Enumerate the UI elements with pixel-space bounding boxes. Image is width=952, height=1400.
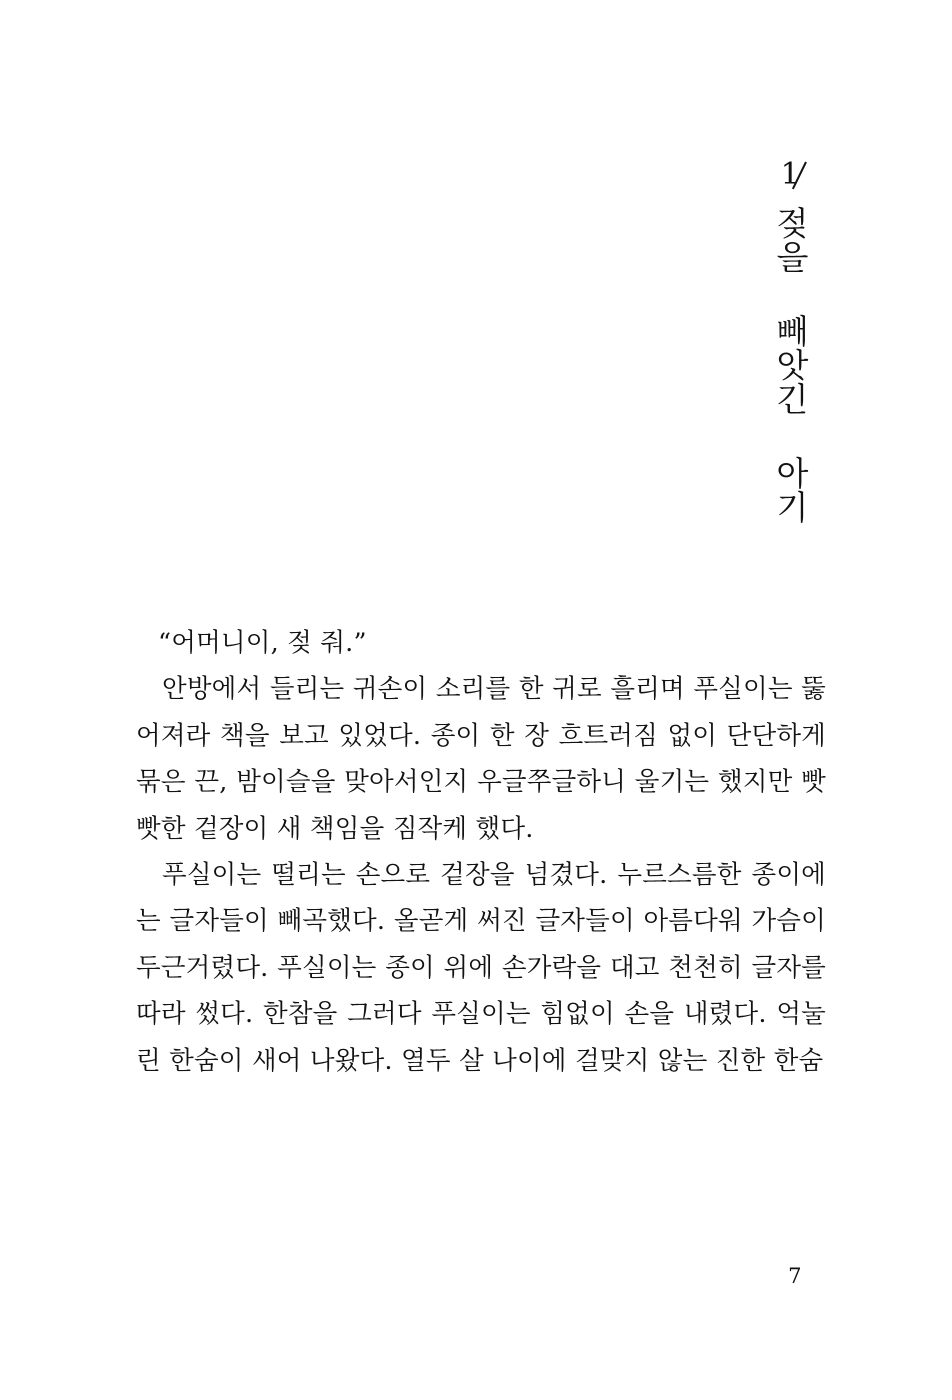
paragraph-dialogue: “어머니이, 젖 줘.” — [158, 628, 367, 658]
chapter-title: 젖을 빼앗긴 아기 — [771, 206, 810, 524]
paragraph: 푸실이는 떨리는 손으로 겉장을 넘겼다. 누르스름한 종이에는 글자들이 빼곡했다. 올곧게 써진 글자들이 아름다워 가슴이 두근거렸다. 푸실이는 종이 위에 손가락을 대고 천천히 글자를 따라 썼다. 한참을 그러다 푸실이는 힘없이 손을 내렸다. 억눌린 한숨이 새어 나왔다. 열두 살 나이에 걸맞지 않는 진한 한숨 — [136, 860, 826, 1076]
chapter-heading — [768, 157, 812, 524]
body-text — [136, 620, 826, 1084]
chapter-number: 1 — [781, 160, 800, 196]
page-number: 7 — [788, 1264, 802, 1288]
paragraph: 안방에서 들리는 귀손이 소리를 한 귀로 흘리며 푸실이는 뚫어져라 책을 보고 있었다. 종이 한 장 흐트러짐 없이 단단하게 묶은 끈, 밤이슬을 맞아서인지 우글쭈글하니 울기는 했지만 빳빳한 겉장이 새 책임을 짐작케 했다. — [136, 674, 826, 844]
